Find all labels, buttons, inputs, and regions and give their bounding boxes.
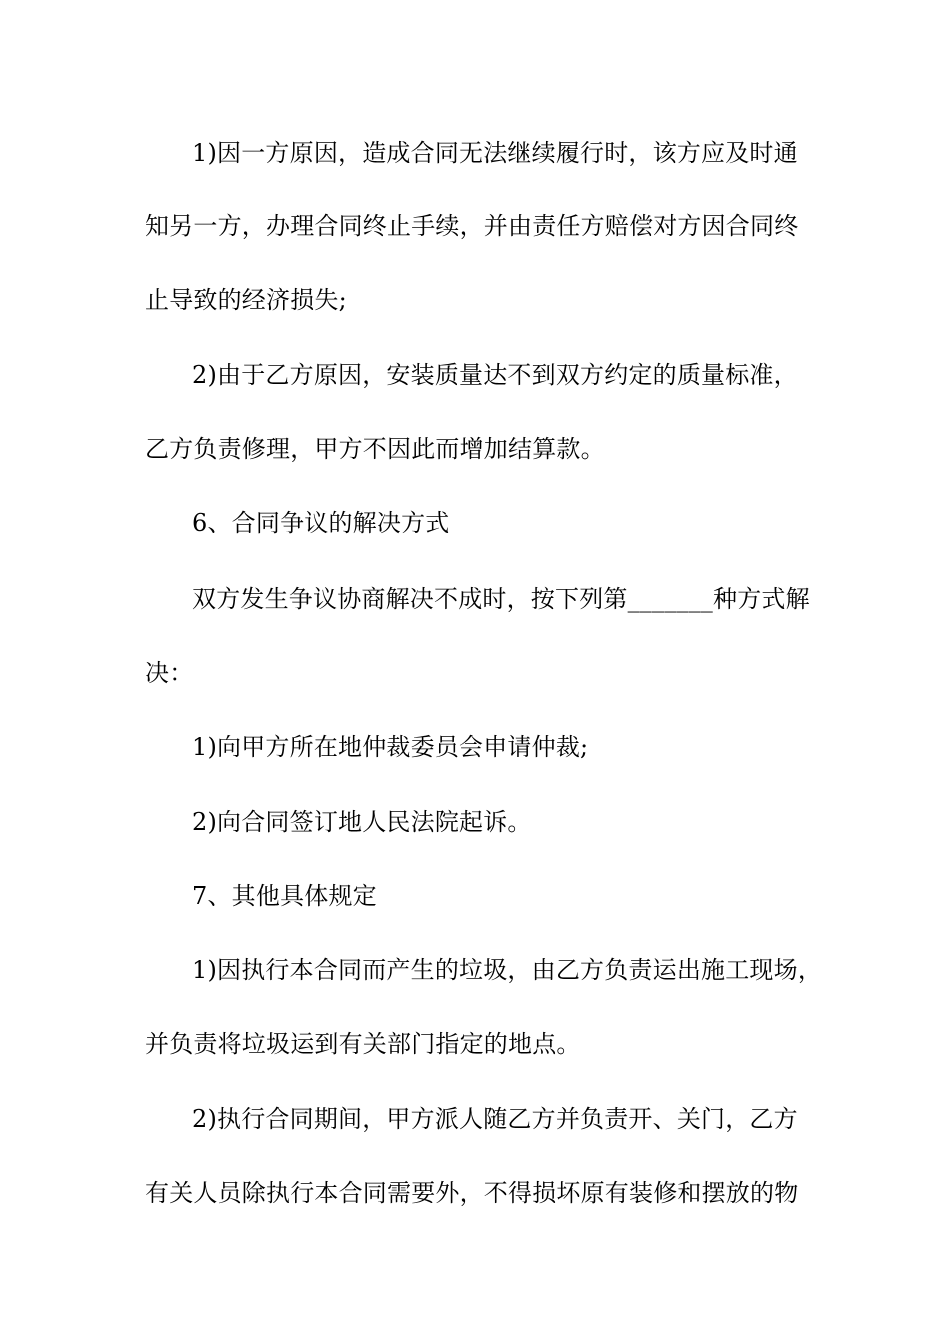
paragraph-line: 并负责将垃圾运到有关部门指定的地点。: [145, 1030, 581, 1058]
paragraph-line: 2)向合同签订地人民法院起诉。: [192, 808, 532, 836]
paragraph-line: 乙方负责修理，甲方不因此而增加结算款。: [145, 435, 605, 463]
paragraph-line: 决：: [145, 659, 194, 687]
section-heading: 6、合同争议的解决方式: [192, 509, 450, 537]
paragraph-line: 2)由于乙方原因，安装质量达不到双方约定的质量标准，: [192, 361, 798, 389]
paragraph-line: 2)执行合同期间，甲方派人随乙方并负责开、关门，乙方: [192, 1105, 798, 1133]
paragraph-line: 双方发生争议协商解决不成时，按下列第_______种方式解: [192, 585, 810, 613]
paragraph-line: 1)因执行本合同而产生的垃圾，由乙方负责运出施工现场，: [192, 956, 823, 984]
section-heading: 7、其他具体规定: [192, 882, 377, 910]
paragraph-line: 止导致的经济损失;: [145, 286, 347, 314]
paragraph-line: 1)因一方原因，造成合同无法继续履行时，该方应及时通: [192, 139, 798, 167]
paragraph-line: 知另一方，办理合同终止手续，并由责任方赔偿对方因合同终: [145, 212, 799, 240]
paragraph-line: 1)向甲方所在地仲裁委员会申请仲裁;: [192, 733, 589, 761]
paragraph-line: 有关人员除执行本合同需要外，不得损坏原有装修和摆放的物: [145, 1179, 799, 1207]
